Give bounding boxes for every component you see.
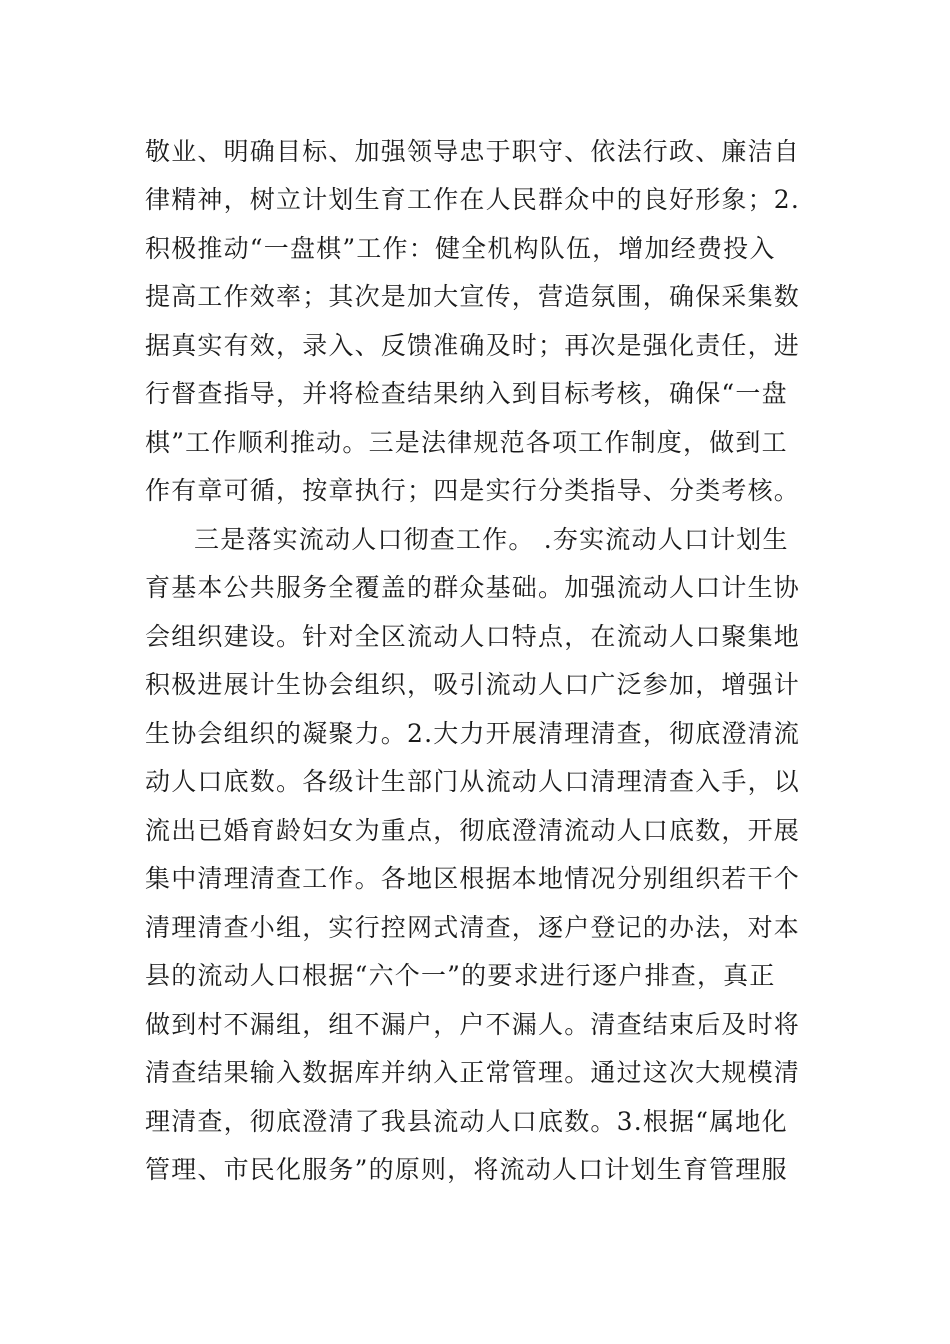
text-line: 育基本公共服务全覆盖的群众基础。加强流动人口计生协 xyxy=(145,573,801,602)
text-line: 作有章可循，按章执行；四是实行分类指导、分类考核。 xyxy=(145,476,801,505)
text-line: 理清查，彻底澄清了我县流动人口底数。3.根据“属地化 xyxy=(145,1107,788,1136)
text-line: 生协会组织的凝聚力。2.大力开展清理清查，彻底澄清流 xyxy=(145,719,801,748)
text-line: 做到村不漏组，组不漏户，户不漏人。清查结束后及时将 xyxy=(145,1010,801,1039)
text-line: 棋”工作顺利推动。三是法律规范各项工作制度，做到工 xyxy=(145,428,788,457)
text-line: 据真实有效，录入、反馈准确及时；再次是强化责任，进 xyxy=(145,331,801,360)
text-line: 集中清理清查工作。各地区根据本地情况分别组织若干个 xyxy=(145,864,801,893)
text-line: 律精神，树立计划生育工作在人民群众中的良好形象；2. xyxy=(145,185,801,214)
paragraph-start-line: 三是落实流动人口彻查工作。 .夯实流动人口计划生 xyxy=(194,525,789,554)
text-line: 动人口底数。各级计生部门从流动人口清理清查入手，以 xyxy=(145,767,801,796)
text-line: 行督查指导，并将检查结果纳入到目标考核，确保“一盘 xyxy=(145,379,788,408)
text-line: 积极进展计生协会组织，吸引流动人口广泛参加，增强计 xyxy=(145,670,801,699)
text-line: 会组织建设。针对全区流动人口特点，在流动人口聚集地 xyxy=(145,622,801,651)
text-line: 清理清查小组，实行控网式清查，逐户登记的办法，对本 xyxy=(145,913,801,942)
text-line: 管理、市民化服务”的原则，将流动人口计划生育管理服 xyxy=(145,1155,788,1184)
text-line: 敬业、明确目标、加强领导忠于职守、依法行政、廉洁自 xyxy=(145,137,801,166)
text-line: 清查结果输入数据库并纳入正常管理。通过这次大规模清 xyxy=(145,1058,801,1087)
text-line: 积极推动“一盘棋”工作：健全机构队伍，增加经费投入 xyxy=(145,234,776,263)
text-line: 县的流动人口根据“六个一”的要求进行逐户排查，真正 xyxy=(145,961,776,990)
text-line: 提高工作效率；其次是加大宣传，营造氛围，确保采集数 xyxy=(145,282,801,311)
text-line: 流出已婚育龄妇女为重点，彻底澄清流动人口底数，开展 xyxy=(145,816,801,845)
